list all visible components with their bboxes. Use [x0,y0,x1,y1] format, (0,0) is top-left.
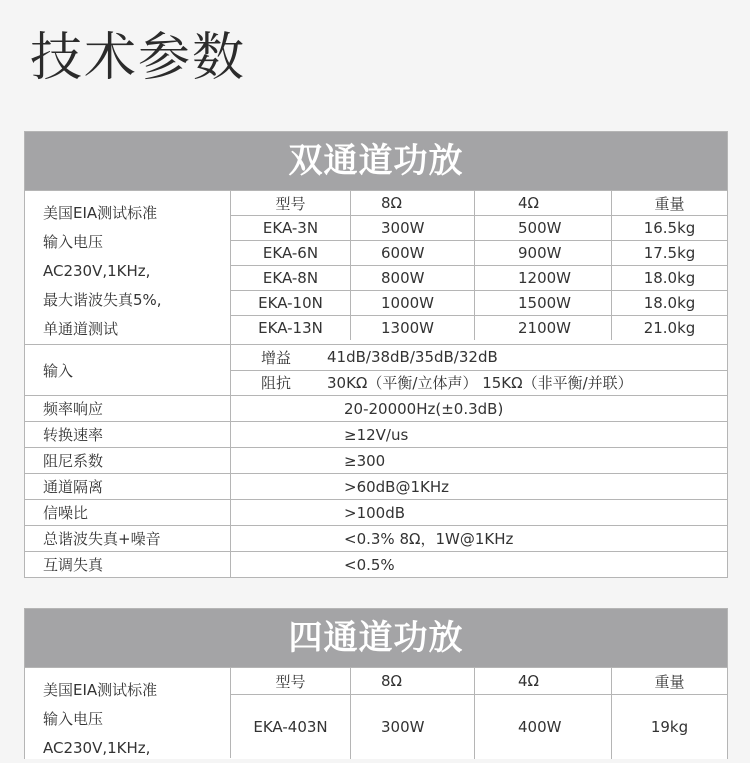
gain-label: 增益 [261,348,292,367]
spec-label: 频率响应 [25,396,231,421]
spec-value: ≥12V/us [344,425,409,444]
model-block [25,190,727,344]
model-cell: EKA-10N [231,291,351,315]
model-cell: EKA-3N [231,216,351,240]
spec-value: >60dB@1KHz [344,477,449,496]
input-values [231,345,727,395]
test-condition-line: 单通道测试 [43,320,119,338]
dual-channel-table [24,131,728,578]
spec-value: 20-20000Hz(±0.3dB) [344,399,504,418]
table-row [231,265,727,290]
spec-label: 通道隔离 [25,474,231,499]
section-title: 双通道功放 [25,132,727,190]
weight-cell: 18.0kg [643,294,696,312]
power-4ohm-cell: 1500W [475,291,612,315]
test-conditions [25,191,231,344]
quad-channel-table [24,608,728,759]
column-header: 重量 [654,194,685,213]
table-row [231,215,727,240]
spec-row [25,473,727,499]
spec-label: 互调失真 [25,552,231,577]
weight-cell: 19kg [650,718,689,736]
column-header: 4Ω [475,191,612,215]
power-8ohm-cell: 1000W [351,291,475,315]
test-condition-line: 美国EIA测试标准 [43,204,158,222]
model-grid [231,668,727,759]
spec-label: 阻尼系数 [25,448,231,473]
weight-cell: 18.0kg [643,269,696,287]
test-conditions [25,668,231,758]
spec-row [25,551,727,577]
input-row [25,344,727,395]
spec-value: >100dB [344,503,406,522]
model-header-row [231,191,727,215]
weight-cell: 21.0kg [643,319,696,337]
power-4ohm-cell: 500W [475,216,612,240]
spec-value: <0.3% 8Ω，1W@1KHz [344,530,514,548]
power-8ohm-cell: 600W [351,241,475,265]
power-8ohm-cell: 1300W [351,316,475,340]
test-condition-line: AC230V,1KHz, [43,739,151,757]
spec-row [25,421,727,447]
model-grid [231,191,727,344]
column-header: 型号 [231,668,351,694]
impedance-value: 30KΩ（平衡/立体声） 15KΩ（非平衡/并联） [327,374,633,393]
model-cell: EKA-403N [231,695,351,759]
column-header: 型号 [231,191,351,215]
gain-row [231,345,727,370]
spec-row [25,499,727,525]
table-row [231,315,727,340]
table-row [231,290,727,315]
section-title: 四通道功放 [25,609,727,667]
column-header: 8Ω [351,668,475,694]
spec-value: <0.5% [344,555,395,574]
table-row [231,240,727,265]
spec-row [25,447,727,473]
spec-label: 输入 [25,345,231,395]
test-condition-line: AC230V,1KHz, [43,262,151,280]
power-4ohm-cell: 2100W [475,316,612,340]
spec-value: ≥300 [344,451,386,470]
power-8ohm-cell: 800W [351,266,475,290]
column-header: 4Ω [475,668,612,694]
power-4ohm-cell: 400W [475,695,612,759]
table-row [231,694,727,759]
spec-label: 转换速率 [25,422,231,447]
power-8ohm-cell: 300W [351,695,475,759]
model-cell: EKA-6N [231,241,351,265]
column-header: 重量 [654,672,685,691]
spec-label: 总谐波失真+噪音 [25,526,231,551]
column-header: 8Ω [351,191,475,215]
test-condition-line: 美国EIA测试标准 [43,681,158,699]
test-condition-line: 输入电压 [43,710,104,728]
impedance-label: 阻抗 [261,374,292,393]
power-4ohm-cell: 900W [475,241,612,265]
power-8ohm-cell: 300W [351,216,475,240]
power-4ohm-cell: 1200W [475,266,612,290]
spec-row [25,395,727,421]
gain-value: 41dB/38dB/35dB/32dB [327,348,498,367]
weight-cell: 17.5kg [643,244,696,262]
weight-cell: 16.5kg [643,219,696,237]
model-cell: EKA-13N [231,316,351,340]
impedance-row [231,370,727,396]
model-cell: EKA-8N [231,266,351,290]
model-header-row [231,668,727,694]
test-condition-line: 最大谐波失真5%, [43,291,162,309]
test-condition-line: 输入电压 [43,233,104,251]
page-title: 技术参数 [30,28,247,88]
spec-row [25,525,727,551]
spec-label: 信噪比 [25,500,231,525]
model-block [25,667,727,759]
